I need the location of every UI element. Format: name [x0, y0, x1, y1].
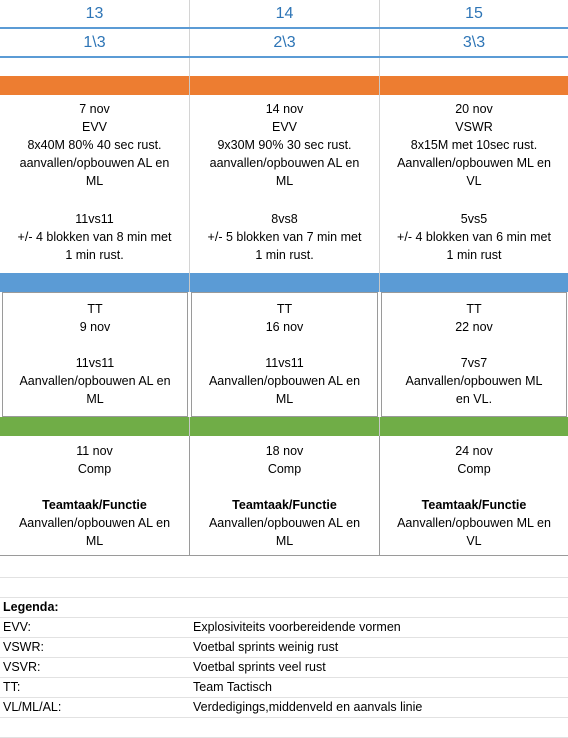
empty-row [0, 58, 568, 76]
competition-type: Comp [267, 462, 302, 476]
game-format: 8vs8 [271, 212, 298, 226]
competition-cell [380, 436, 568, 556]
tactics-row [0, 292, 568, 417]
training-date: 7 nov [79, 102, 110, 116]
game-detail: +/- 4 blokken van 6 min met [397, 230, 551, 244]
training-detail: 8x15M met 10sec rust. [410, 138, 538, 152]
tactics-cell [381, 292, 567, 417]
empty-row [0, 557, 568, 578]
tactics-focus: ML [275, 392, 294, 406]
tactics-type: TT [276, 302, 293, 316]
competition-focus: VL [466, 534, 482, 548]
training-focus: ML [85, 174, 104, 188]
training-focus: ML [275, 174, 294, 188]
competition-cell [190, 436, 380, 556]
training-date: 14 nov [265, 102, 304, 116]
competition-focus: ML [275, 534, 294, 548]
tactics-focus: Aanvallen/opbouwen AL en [19, 374, 171, 388]
game-detail: 1 min rust [446, 248, 502, 262]
week-number: 13 [0, 0, 190, 28]
competition-type: Comp [457, 462, 491, 476]
game-format: 5vs5 [460, 212, 488, 226]
empty-row [0, 577, 568, 598]
competition-focus: ML [85, 534, 104, 548]
legend-item [0, 637, 568, 658]
game-detail: +/- 5 blokken van 7 min met [207, 230, 362, 244]
tactics-focus: en VL. [455, 392, 493, 406]
training-detail: 8x40M 80% 40 sec rust. [27, 138, 162, 152]
training-cell [190, 95, 380, 192]
legend-value: Verdedigings,middenveld en aanvals linie [193, 700, 423, 714]
game-detail: 1 min rust. [255, 248, 314, 262]
legend-title-row [0, 597, 568, 618]
competition-date: 24 nov [455, 444, 493, 458]
competition-date: 18 nov [265, 444, 304, 458]
game-row [0, 192, 568, 273]
tactics-cell [2, 292, 188, 417]
training-type: VSWR [455, 120, 493, 134]
legend-value: Voetbal sprints weinig rust [193, 640, 339, 654]
blue-separator-bar [0, 273, 568, 292]
legend-title: Legenda: [3, 600, 59, 614]
week-number: 15 [465, 5, 483, 22]
competition-focus: Aanvallen/opbouwen AL en [208, 516, 361, 530]
legend-key: VSVR: [3, 660, 41, 674]
competition-focus: Aanvallen/opbouwen ML en [397, 516, 551, 530]
legend-key: VL/ML/AL: [3, 700, 62, 714]
competition-row [0, 436, 568, 556]
legend-key: EVV: [3, 620, 32, 634]
tactics-format: 11vs11 [75, 356, 115, 370]
tactics-focus: Aanvallen/opbouwen ML [405, 374, 543, 388]
competition-date: 11 nov [76, 444, 113, 458]
training-type: EVV [81, 120, 107, 134]
tactics-focus: Aanvallen/opbouwen AL en [208, 374, 361, 388]
competition-focus: Aanvallen/opbouwen AL en [18, 516, 171, 530]
tactics-type: TT [466, 302, 482, 316]
training-focus: aanvallen/opbouwen AL en [19, 156, 170, 170]
tactics-date: 22 nov [455, 320, 493, 334]
legend-item [0, 697, 568, 718]
green-separator-bar [0, 417, 568, 436]
game-format: 11vs11 [75, 212, 114, 226]
training-focus: aanvallen/opbouwen AL en [209, 156, 360, 170]
training-row [0, 95, 568, 192]
game-cell [0, 192, 190, 273]
training-detail: 9x30M 90% 30 sec rust. [217, 138, 352, 152]
week-number-row [0, 0, 568, 28]
tactics-date: 9 nov [79, 320, 111, 334]
competition-type: Comp [77, 462, 112, 476]
tactics-cell [191, 292, 378, 417]
block-fraction: 1\3 [0, 29, 190, 57]
legend-value: Explosiviteits voorbereidende vormen [193, 620, 401, 634]
game-cell [380, 192, 568, 273]
empty-row [0, 717, 568, 738]
training-cell [380, 95, 568, 192]
competition-task: Teamtaak/Functie [421, 498, 527, 512]
legend-item [0, 617, 568, 638]
orange-separator-bar [0, 76, 568, 95]
tactics-type: TT [87, 302, 103, 316]
training-date: 20 nov [455, 102, 493, 116]
legend-value: Voetbal sprints veel rust [193, 660, 326, 674]
block-fraction: 2\3 [190, 29, 380, 57]
game-cell [190, 192, 380, 273]
block-fraction: 3\3 [462, 34, 486, 51]
game-detail: 1 min rust. [65, 248, 124, 262]
fraction-row [0, 29, 568, 57]
legend-key: TT: [3, 680, 21, 694]
legend-item [0, 677, 568, 698]
training-focus: Aanvallen/opbouwen ML en [397, 156, 551, 170]
training-type: EVV [271, 120, 297, 134]
tactics-format: 7vs7 [460, 356, 488, 370]
week-number: 14 [190, 0, 380, 28]
tactics-focus: ML [86, 392, 104, 406]
legend-value: Team Tactisch [193, 680, 272, 694]
tactics-format: 11vs11 [265, 356, 304, 370]
competition-task: Teamtaak/Functie [232, 498, 337, 512]
competition-cell [0, 436, 190, 556]
legend-item [0, 657, 568, 678]
training-focus: VL [466, 174, 482, 188]
game-detail: +/- 4 blokken van 8 min met [17, 230, 172, 244]
training-cell [0, 95, 190, 192]
tactics-date: 16 nov [265, 320, 304, 334]
legend-key: VSWR: [3, 640, 44, 654]
competition-task: Teamtaak/Functie [42, 498, 147, 512]
